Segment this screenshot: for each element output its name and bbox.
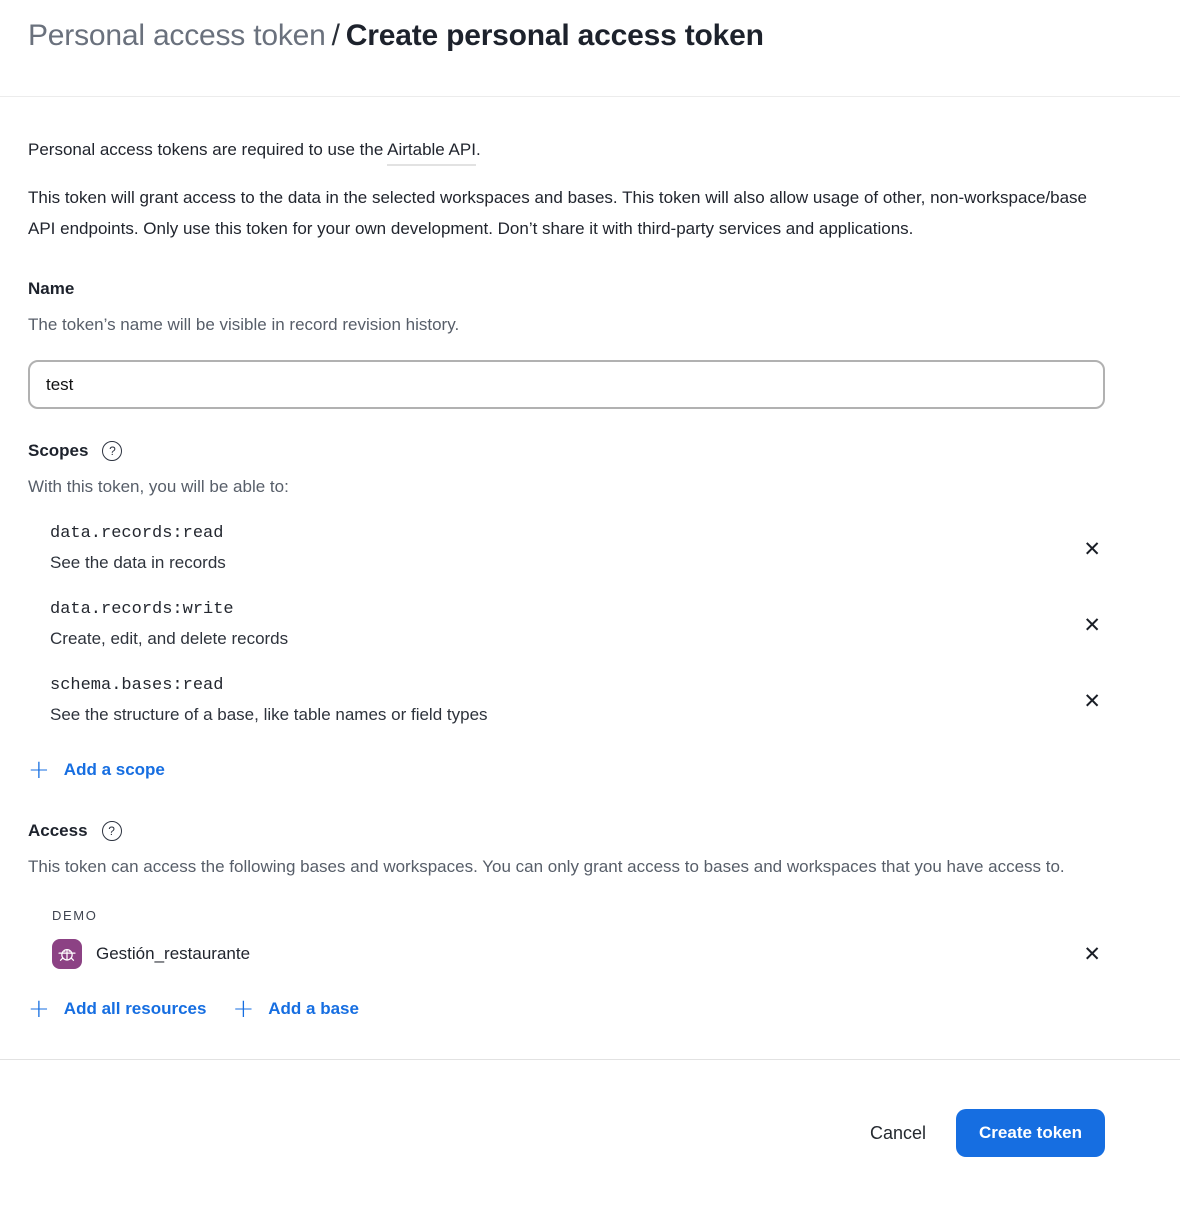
create-token-button[interactable]: Create token bbox=[956, 1109, 1105, 1157]
scope-code: data.records:read bbox=[50, 524, 224, 543]
main-content bbox=[0, 140, 1180, 1024]
cancel-button[interactable]: Cancel bbox=[869, 1122, 927, 1143]
scopes-description: With this token, you will be able to: bbox=[28, 477, 289, 496]
remove-scope-icon[interactable]: ✕ bbox=[1079, 613, 1105, 638]
scopes-label: Scopes bbox=[28, 441, 89, 460]
intro-paragraph: This token will grant access to the data in the selected workspaces and bases. This token will also allow usage of other, non-workspace/base API endpoints. Only use this token for your own development. Don’t share it with third-party services and applications. bbox=[28, 188, 1087, 238]
airtable-api-link[interactable]: Airtable API bbox=[387, 140, 476, 166]
scopes-section bbox=[28, 441, 1105, 783]
scope-row bbox=[28, 596, 1105, 654]
scope-description: See the structure of a base, like table names or field types bbox=[50, 705, 488, 724]
scope-code: data.records:write bbox=[50, 600, 234, 619]
base-name: Gestión_restaurante bbox=[96, 944, 251, 963]
breadcrumb-separator: / bbox=[331, 19, 340, 52]
plus-icon: + bbox=[232, 994, 255, 1024]
add-all-resources-button[interactable]: + Add all resources bbox=[28, 994, 207, 1024]
scope-row bbox=[28, 672, 1105, 730]
footer bbox=[0, 1109, 1180, 1157]
plus-icon: + bbox=[28, 755, 50, 785]
scopes-help-icon[interactable]: ? bbox=[102, 441, 122, 461]
add-scope-button[interactable]: + Add a scope bbox=[28, 755, 165, 785]
token-name-input[interactable] bbox=[28, 360, 1105, 409]
name-description: The token’s name will be visible in record revision history. bbox=[28, 315, 460, 334]
add-base-button[interactable]: + Add a base bbox=[232, 994, 359, 1024]
name-label: Name bbox=[28, 279, 75, 298]
page-title bbox=[28, 16, 1152, 56]
access-description: This token can access the following bases and workspaces. You can only grant access to bases and workspaces that you have access to. bbox=[28, 857, 1065, 876]
scope-description: See the data in records bbox=[50, 553, 226, 572]
breadcrumb-parent[interactable]: Personal access token bbox=[28, 19, 326, 52]
base-bug-icon bbox=[52, 939, 82, 969]
footer-divider bbox=[0, 1059, 1180, 1060]
access-section bbox=[28, 821, 1105, 1024]
scope-description: Create, edit, and delete records bbox=[50, 629, 289, 648]
remove-scope-icon[interactable]: ✕ bbox=[1079, 689, 1105, 714]
intro-line bbox=[28, 140, 1105, 160]
name-section bbox=[28, 279, 1105, 409]
breadcrumb-current: Create personal access token bbox=[345, 19, 764, 52]
access-label: Access bbox=[28, 821, 88, 840]
intro-line-suffix: . bbox=[475, 140, 481, 159]
plus-icon: + bbox=[28, 994, 50, 1024]
workspace-label: DEMO bbox=[52, 908, 98, 923]
scope-row bbox=[28, 520, 1105, 578]
remove-scope-icon[interactable]: ✕ bbox=[1079, 537, 1105, 562]
remove-base-icon[interactable]: ✕ bbox=[1079, 942, 1105, 967]
access-help-icon[interactable]: ? bbox=[102, 821, 122, 841]
base-row bbox=[28, 939, 1105, 969]
scope-code: schema.bases:read bbox=[50, 676, 224, 695]
page-header bbox=[0, 0, 1180, 97]
intro-line-prefix: Personal access tokens are required to use the bbox=[28, 140, 388, 159]
